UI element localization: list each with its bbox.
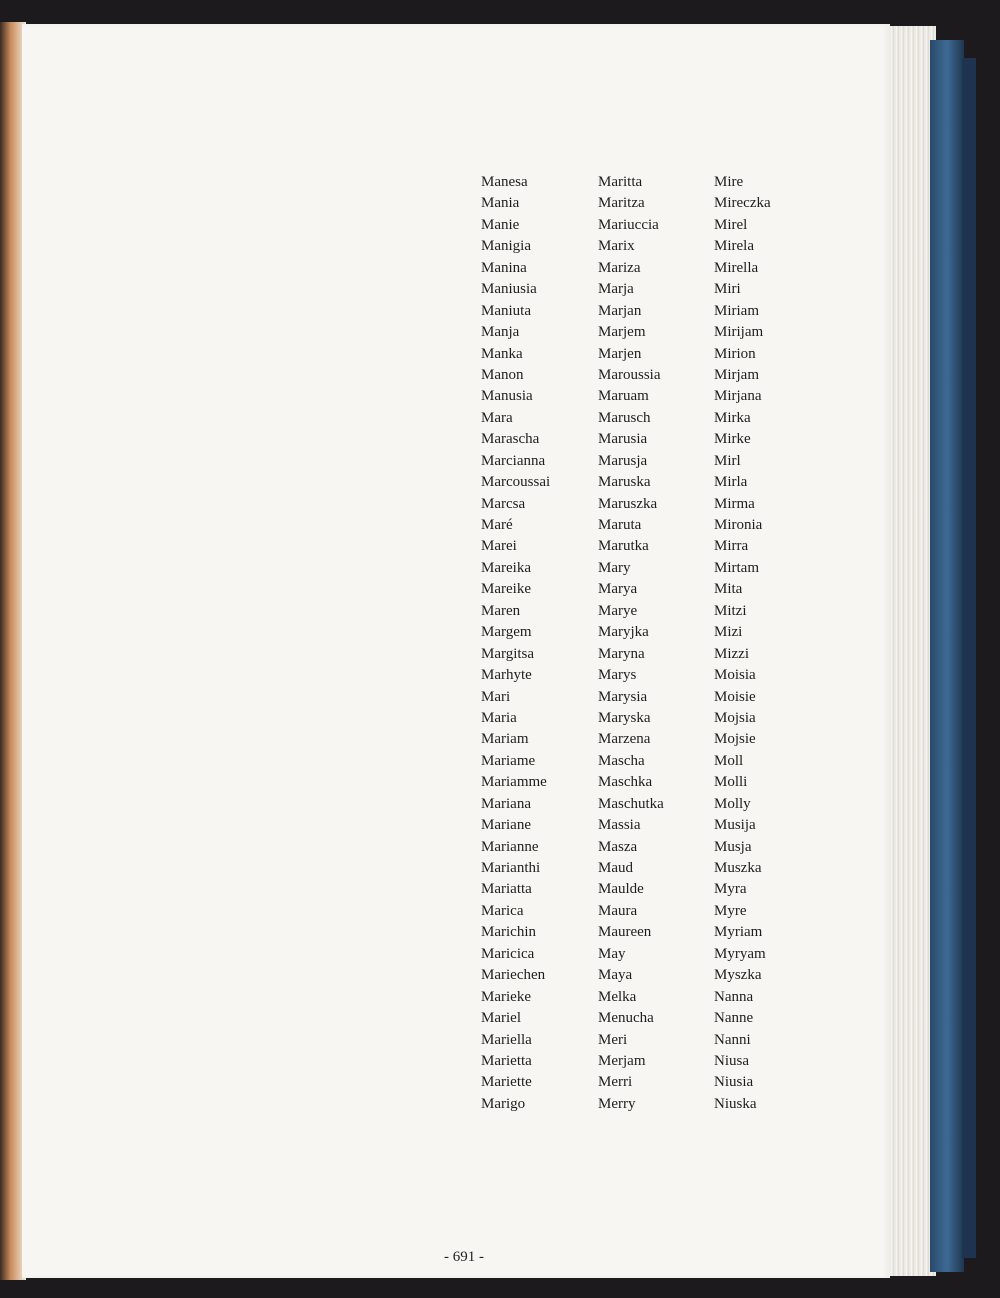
name-entry: Marysia	[598, 688, 648, 705]
name-entry: Mariamme	[481, 774, 547, 791]
name-entry: Mita	[714, 581, 743, 598]
name-entry: Manusia	[481, 388, 533, 405]
name-entry: Maryjka	[598, 624, 649, 641]
name-entry: Mara	[481, 409, 513, 426]
name-entry: May	[598, 945, 626, 962]
name-entry: Myriam	[714, 924, 763, 941]
name-entry: Marhyte	[481, 667, 532, 684]
name-entry: Maud	[598, 860, 633, 876]
name-entry: Manie	[481, 216, 520, 233]
name-column-2	[598, 172, 664, 1115]
name-entry: Margitsa	[481, 645, 535, 662]
name-entry: Manka	[481, 345, 523, 362]
name-entry: Meri	[598, 1031, 628, 1048]
name-entry: Mareika	[481, 559, 531, 576]
name-entry: Mariam	[481, 731, 529, 748]
name-entry: Mirel	[714, 216, 748, 233]
name-entry: Manesa	[481, 174, 528, 190]
name-entry: Marys	[598, 667, 637, 684]
name-entry: Marietta	[481, 1052, 532, 1069]
name-entry: Marichin	[481, 924, 536, 941]
name-column-3	[714, 172, 771, 1115]
name-entry: Mariza	[598, 259, 641, 276]
name-entry: Myszka	[714, 967, 762, 984]
name-entry: Moisie	[714, 688, 756, 705]
name-entry: Marusch	[598, 409, 651, 426]
name-entry: Nanne	[714, 1010, 754, 1027]
name-entry: Maura	[598, 902, 638, 919]
name-entry: Myre	[714, 902, 747, 919]
name-entry: Maria	[481, 709, 517, 726]
name-entry: Maruska	[598, 474, 651, 491]
name-entry: Muszka	[714, 860, 762, 876]
name-entry: Marianthi	[481, 860, 541, 876]
name-entry: Maruam	[598, 388, 649, 405]
name-entry: Mirra	[714, 538, 749, 555]
name-entry: Manon	[481, 366, 524, 383]
name-entry: Mirma	[714, 495, 755, 512]
page-number: - 691 -	[444, 1249, 484, 1265]
name-entry: Maritza	[598, 195, 645, 212]
name-entry: Mariella	[481, 1031, 532, 1048]
name-entry: Marcsa	[481, 495, 526, 512]
name-entry: Mirjana	[714, 388, 762, 405]
name-entry: Mariane	[481, 817, 531, 834]
name-entry: Maya	[598, 967, 633, 984]
name-entry: Mirke	[714, 431, 751, 448]
name-entry: Miri	[714, 281, 741, 298]
name-entry: Maryska	[598, 709, 651, 726]
name-entry: Mary	[598, 559, 631, 576]
name-entry: Mirella	[714, 259, 759, 276]
name-entry: Maroussia	[598, 366, 661, 383]
name-entry: Merry	[598, 1095, 636, 1112]
name-entry: Marianne	[481, 838, 539, 855]
name-entry: Maschutka	[598, 795, 664, 812]
name-entry: Marusja	[598, 452, 648, 469]
name-entry: Maureen	[598, 924, 652, 941]
name-entry: Mojsia	[714, 709, 756, 726]
name-entry: Manja	[481, 324, 520, 341]
name-entry: Masza	[598, 838, 638, 855]
name-entry: Merjam	[598, 1052, 646, 1069]
name-entry: Nanni	[714, 1031, 751, 1048]
name-entry: Mojsie	[714, 731, 756, 748]
name-entry: Mirka	[714, 409, 751, 426]
name-entry: Marjan	[598, 302, 642, 319]
name-entry: Maritta	[598, 174, 643, 190]
name-entry: Mascha	[598, 752, 645, 769]
name-entry: Marutka	[598, 538, 649, 555]
name-entry: Mirela	[714, 238, 754, 255]
name-entry: Marcianna	[481, 452, 546, 469]
name-entry: Mironia	[714, 517, 763, 533]
name-entry: Musja	[714, 838, 752, 855]
name-entry: Moll	[714, 752, 744, 769]
book-cover-edge	[930, 40, 964, 1272]
name-entry: Menucha	[598, 1010, 654, 1027]
book-cover-spine	[962, 58, 976, 1258]
name-entry: Mirijam	[714, 324, 764, 341]
name-entry: Maricica	[481, 945, 535, 962]
name-entry: Margem	[481, 624, 532, 641]
name-entry: Massia	[598, 817, 641, 834]
name-entry: Mirl	[714, 452, 741, 469]
name-entry: Mariette	[481, 1074, 532, 1091]
name-entry: Marieke	[481, 988, 531, 1005]
name-entry: Maré	[481, 517, 513, 533]
name-entry: Mirtam	[714, 559, 759, 576]
name-entry: Marjem	[598, 324, 646, 341]
name-entry: Myryam	[714, 945, 766, 962]
name-entry: Mariana	[481, 795, 531, 812]
name-entry: Maschka	[598, 774, 653, 791]
name-entry: Mirjam	[714, 366, 759, 383]
name-entry: Merri	[598, 1074, 633, 1091]
name-entry: Mariuccia	[598, 216, 659, 233]
name-entry: Mirla	[714, 474, 748, 491]
name-entry: Maulde	[598, 881, 644, 898]
name-entry: Myra	[714, 881, 747, 898]
name-entry: Marjen	[598, 345, 642, 362]
name-entry: Mizi	[714, 624, 743, 641]
name-entry: Mari	[481, 688, 511, 705]
name-entry: Mitzi	[714, 602, 747, 619]
name-entry: Mareike	[481, 581, 531, 598]
name-entry: Musija	[714, 817, 756, 834]
name-entry: Miriam	[714, 302, 759, 319]
name-entry: Mireczka	[714, 195, 771, 212]
name-entry: Niusa	[714, 1052, 749, 1069]
name-entry: Marigo	[481, 1095, 526, 1112]
name-entry: Niuska	[714, 1095, 757, 1112]
name-entry: Mariame	[481, 752, 536, 769]
name-entry: Mariatta	[481, 881, 532, 898]
name-entry: Molly	[714, 795, 751, 812]
name-entry: Maryna	[598, 645, 645, 662]
name-entry: Moisia	[714, 667, 756, 684]
name-entry: Marja	[598, 281, 634, 298]
name-entry: Mariechen	[481, 967, 546, 984]
name-entry: Marcoussai	[481, 474, 551, 491]
name-entry: Molli	[714, 774, 748, 791]
name-entry: Maniuta	[481, 302, 531, 319]
name-entry: Marya	[598, 581, 638, 598]
name-entry: Maniusia	[481, 281, 537, 298]
name-entry: Mire	[714, 174, 744, 190]
name-entry: Mizzi	[714, 645, 749, 662]
name-entry: Marica	[481, 902, 524, 919]
name-entry: Mirion	[714, 345, 756, 362]
name-entry: Niusia	[714, 1074, 754, 1091]
name-entry: Manigia	[481, 238, 531, 255]
name-entry: Maruszka	[598, 495, 658, 512]
name-entry: Mania	[481, 195, 520, 212]
name-entry: Mariel	[481, 1010, 521, 1027]
name-entry: Maruta	[598, 517, 642, 533]
name-entry: Maren	[481, 602, 521, 619]
name-entry: Marascha	[481, 431, 540, 448]
name-entry: Marei	[481, 538, 517, 555]
name-entry: Nanna	[714, 988, 754, 1005]
name-entry: Marye	[598, 602, 638, 619]
name-entry: Marix	[598, 238, 635, 255]
name-column-1	[481, 172, 550, 1115]
name-entry: Melka	[598, 988, 637, 1005]
name-entry: Manina	[481, 259, 527, 276]
name-entry: Marusia	[598, 431, 648, 448]
name-entry: Marzena	[598, 731, 651, 748]
